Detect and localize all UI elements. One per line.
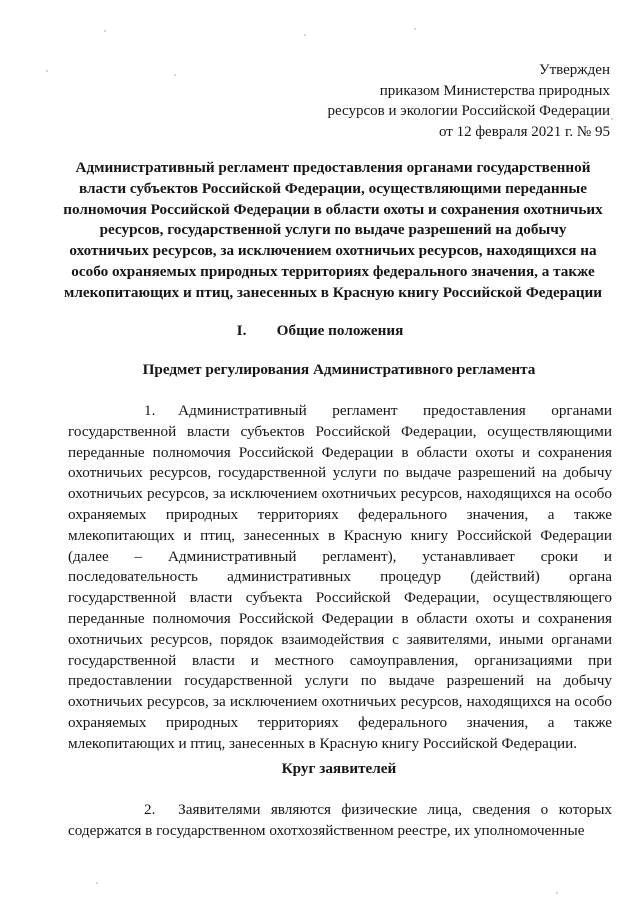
scan-speck (174, 74, 176, 76)
approval-line: от 12 февраля 2021 г. № 95 (438, 123, 610, 140)
subheading-applicants: Круг заявителей (281, 760, 397, 777)
approval-block (328, 60, 610, 142)
paragraph-2 (68, 800, 612, 842)
paragraph-number: 2. (144, 801, 156, 818)
title-line: особо охраняемых природных территориях федерального значения, а также (71, 262, 595, 280)
scan-speck (104, 30, 106, 32)
approval-line: приказом Министерства природных (379, 82, 610, 99)
document-title (62, 158, 604, 304)
scan-speck (304, 34, 306, 36)
title-line: ресурсов, государственной услуги по выдаче разрешений на добычу (99, 221, 567, 239)
paragraph-text: Заявителями являются физические лица, сведения о которых содержатся в государственном охотхозяйственном реестре, их уполномоченные (68, 801, 612, 839)
paragraph-1 (68, 401, 612, 755)
paragraph-text: Административный регламент предоставления органами государственной власти субъектов Российской Федерации, осуществляющими переданные полномочия Российской Федерации в области охоты и сохранения охотничьих ресурсов, государственной услуги по выдаче разрешений на добычу охотничьих ресурсов, за исключением охотничьих ресурсов, находящихся на особо охраняемых природных территориях федерального значения, а также млекопитающих и птиц, занесенных в Красную книгу Российской Федерации (далее – Административный регламент), устанавливает сроки и последовательность административных процедур (действий) органа государственной власти субъекта Российской Федерации, осуществляющего переданные полномочия Российской Федерации в области охоты и сохранения охотничьих ресурсов, порядок взаимодействия с заявителями, иными органами государственной власти и местного самоуправления, организациями при предоставлении государственной услуги по выдаче разрешений на добычу охотничьих ресурсов, за исключением охотничьих ресурсов, находящихся на особо охраняемых природных территориях федерального значения, а также млекопитающих и птиц, занесенных в Красную книгу Российской Федерации. (68, 402, 612, 752)
title-line: власти субъектов Российской Федерации, осуществляющими переданные (79, 179, 587, 197)
section-heading (0, 322, 640, 340)
title-line: охотничьих ресурсов, за исключением охотничьих ресурсов, находящихся на (69, 242, 597, 260)
title-line: млекопитающих и птиц, занесенных в Красную книгу Российской Федерации (64, 283, 602, 301)
title-line: Административный регламент предоставления органами государственной (75, 159, 591, 176)
approval-line: Утвержден (538, 62, 610, 78)
scan-speck (414, 28, 416, 30)
section-title: Общие положения (276, 322, 404, 339)
subheading-subject: Предмет регулирования Административного регламента (142, 361, 536, 378)
title-line: полномочия Российской Федерации в области охоты и сохранения охотничьих (63, 200, 603, 218)
scan-speck (556, 892, 558, 894)
scan-speck (96, 882, 98, 884)
scan-speck (611, 118, 613, 120)
section-number: I. (236, 322, 247, 339)
scan-speck (46, 70, 48, 72)
paragraph-number: 1. (144, 402, 156, 419)
approval-line: ресурсов и экологии Российской Федерации (327, 103, 610, 119)
